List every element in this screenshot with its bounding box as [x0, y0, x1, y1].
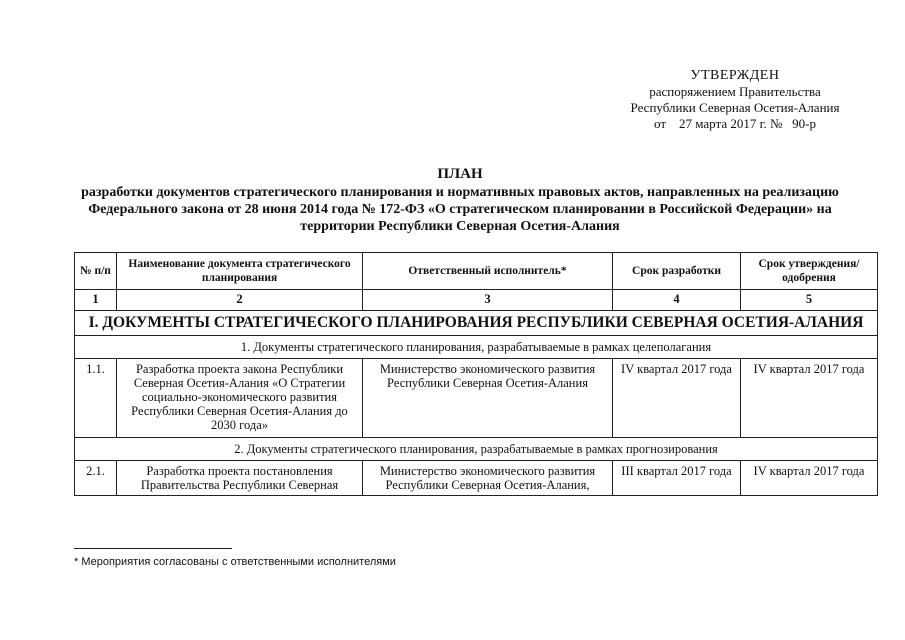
table-header-row: [75, 253, 878, 290]
column-number: 5: [741, 290, 878, 311]
approval-title: УТВЕРЖДЕН: [690, 68, 780, 83]
header-approval-term: Срок утверждения/ одобрения: [741, 253, 878, 290]
row-num: 2.1.: [75, 461, 117, 496]
plan-table: [74, 252, 878, 496]
approval-date-prefix: от: [654, 116, 667, 131]
row-approval-term: IV квартал 2017 года: [741, 461, 878, 496]
table-row: [75, 461, 878, 496]
row-executor: Министерство экономического развития Республики Северная Осетия-Алания,: [363, 461, 613, 496]
footnote: * Мероприятия согласованы с ответственными исполнителями: [74, 556, 396, 568]
section-row: [75, 311, 878, 336]
row-executor: Министерство экономического развития Республики Северная Осетия-Алания: [363, 359, 613, 438]
plan-subtitle: разработки документов стратегического планирования и нормативных правовых актов, направленных на реализацию Федерального закона от 28 июня 2014 года № 172-ФЗ «О стратегическом планировании в Российской Федерации» на территории Республики Северная Осетия-Алания: [81, 185, 839, 234]
footnote-divider: [74, 548, 232, 549]
approval-line-1: распоряжением Правительства: [649, 84, 821, 99]
column-number: 2: [117, 290, 363, 311]
header-dev-term: Срок разработки: [613, 253, 741, 290]
column-numbers-row: [75, 290, 878, 311]
header-executor: Ответственный исполнитель*: [363, 253, 613, 290]
approval-stamp: [600, 68, 870, 132]
subsection-row: [75, 336, 878, 359]
section-title: I. ДОКУМЕНТЫ СТРАТЕГИЧЕСКОГО ПЛАНИРОВАНИЯ РЕСПУБЛИКИ СЕВЕРНАЯ ОСЕТИЯ-АЛАНИЯ: [75, 311, 878, 336]
approval-date: [600, 116, 870, 132]
column-number: 3: [363, 290, 613, 311]
approval-number: 90-р: [792, 116, 816, 131]
subsection-title: 1. Документы стратегического планирования, разрабатываемые в рамках целеполагания: [75, 336, 878, 359]
subsection-title: 2. Документы стратегического планирования, разрабатываемые в рамках прогнозирования: [75, 438, 878, 461]
column-number: 1: [75, 290, 117, 311]
row-num: 1.1.: [75, 359, 117, 438]
row-dev-term: IV квартал 2017 года: [613, 359, 741, 438]
header-num: № п/п: [75, 253, 117, 290]
row-approval-term: IV квартал 2017 года: [741, 359, 878, 438]
approval-date-value: 27 марта 2017 г. №: [679, 116, 783, 131]
table-row: [75, 359, 878, 438]
subsection-row: [75, 438, 878, 461]
row-dev-term: III квартал 2017 года: [613, 461, 741, 496]
column-number: 4: [613, 290, 741, 311]
plan-title: [60, 166, 860, 235]
approval-line-2: Республики Северная Осетия-Алания: [630, 100, 840, 115]
plan-heading: ПЛАН: [437, 166, 483, 182]
row-name: Разработка проекта постановления Правительства Республики Северная: [117, 461, 363, 496]
row-name: Разработка проекта закона Республики Северная Осетия-Алания «О Стратегии социально-экономического развития Республики Северная Осетия-Алания до 2030 года»: [117, 359, 363, 438]
header-name: Наименование документа стратегического планирования: [117, 253, 363, 290]
